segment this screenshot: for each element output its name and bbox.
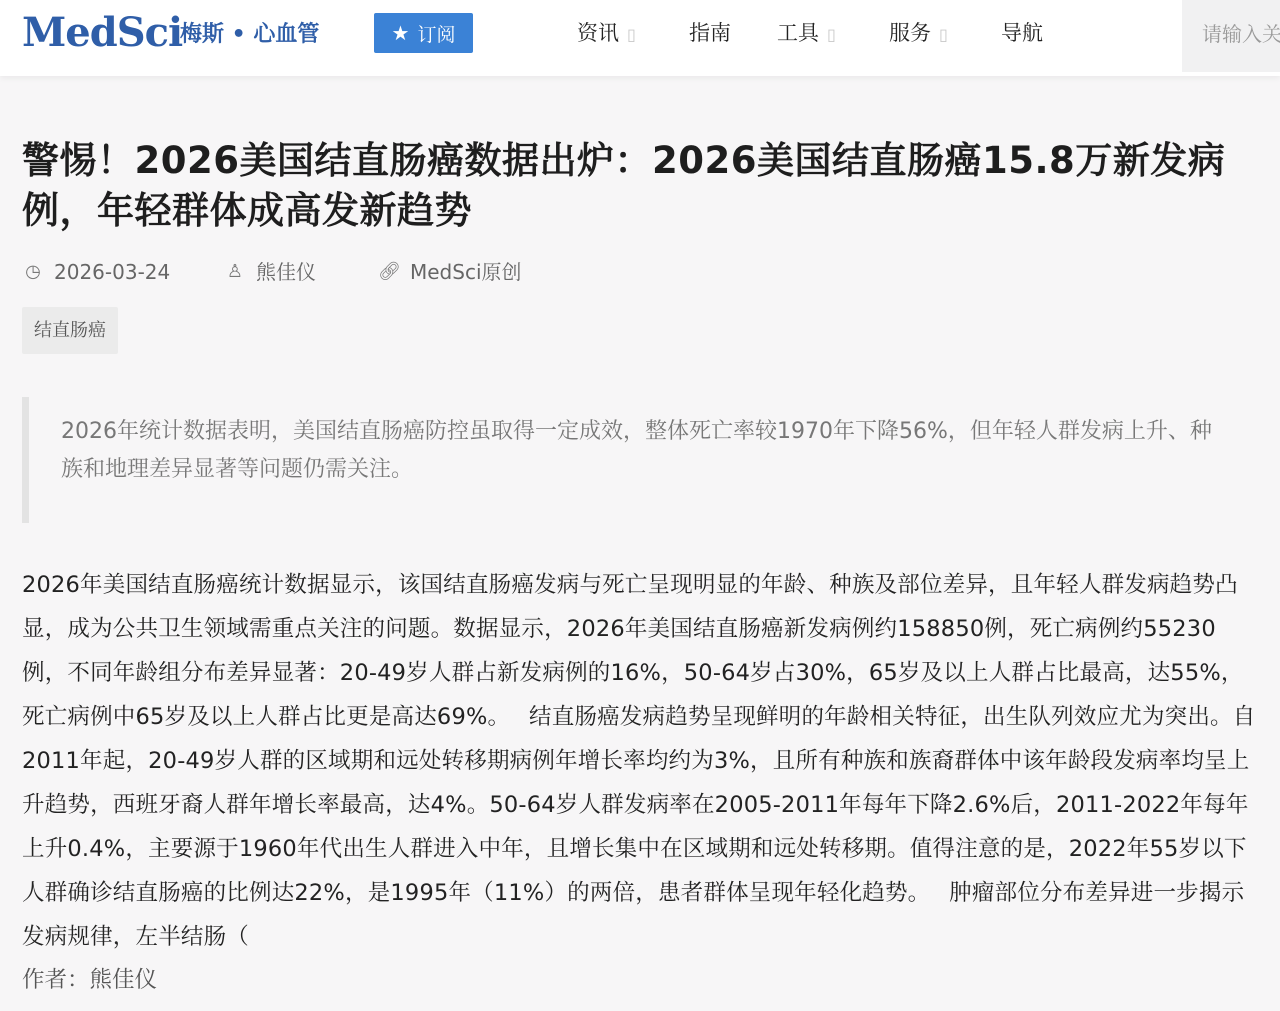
source-text: MedSci原创 bbox=[410, 260, 522, 284]
channel-name[interactable]: 梅斯 • 心血管 bbox=[180, 22, 320, 47]
author-line: 作者：熊佳仪 bbox=[22, 967, 158, 993]
publish-date bbox=[22, 257, 170, 287]
summary-text: 2026年统计数据表明，美国结直肠癌防控虽取得一定成效，整体死亡率较1970年下降56%，但年轻人群发病上升、种族和地理差异显著等问题仍需关注。 bbox=[61, 419, 1212, 482]
chevron-down-icon: ▯ bbox=[827, 25, 836, 44]
article-body: 2026年美国结直肠癌统计数据显示，该国结直肠癌发病与死亡呈现明显的年龄、种族及部位差异，且年轻人群发病趋势凸显，成为公共卫生领域需重点关注的问题。数据显示，2026年美国结直肠癌新发病例约158850例，死亡病例约55230例，不同年龄组分布差异显著：20-49岁人群占新发病例的16%，50-64岁占30%，65岁及以上人群占比最高，达55%，死亡病例中65岁及以上人群占比更是高达69%。 结直肠癌发病趋势呈现鲜明的年龄相关特征，出生队列效应尤为突出。自2011年起，20-49岁人群的区域期和远处转移期病例年增长率均约为3%，且所有种族和族裔群体中该年龄段发病率均呈上升趋势，西班牙裔人群年增长率最高，达4%。50-64岁人群发病率在2005-2011年每年下降2.6%后，2011-2022年每年上升0.4%，主要源于1960年代出生人群进入中年，且增长集中在区域期和远处转移期。值得注意的是，2022年55岁以下人群确诊结直肠癌的比例达22%，是1995年（11%）的两倍，患者群体呈现年轻化趋势。 肿瘤部位分布差异进一步揭示发病规律，左半结肠（ bbox=[22, 572, 1256, 950]
nav-item-label: 指南 bbox=[689, 21, 731, 45]
nav-item-services[interactable] bbox=[889, 18, 948, 50]
subscribe-button[interactable] bbox=[374, 13, 473, 53]
clock-icon: ◷ bbox=[25, 261, 41, 282]
article-title: 警惕！2026美国结直肠癌数据出炉：2026美国结直肠癌15.8万新发病例，年轻群体成高发新趋势 bbox=[22, 139, 1226, 232]
nav-item-label: 服务 bbox=[889, 21, 931, 45]
nav-item-news[interactable] bbox=[577, 18, 636, 50]
nav-item-label: 工具 bbox=[777, 21, 819, 45]
nav-item-label: 导航 bbox=[1001, 21, 1043, 45]
chevron-down-icon: ▯ bbox=[627, 25, 636, 44]
date-text: 2026-03-24 bbox=[54, 260, 171, 284]
medsci-logo[interactable]: MedSci bbox=[22, 9, 183, 56]
source-meta[interactable] bbox=[378, 257, 522, 287]
nav-item-label: 资讯 bbox=[577, 21, 619, 45]
nav-item-tools[interactable] bbox=[777, 18, 836, 50]
article-summary bbox=[22, 397, 1230, 523]
site-header bbox=[0, 0, 1280, 76]
subscribe-label: 订阅 bbox=[417, 23, 456, 46]
tag-colorectal-cancer[interactable]: 结直肠癌 bbox=[22, 307, 118, 354]
author-meta[interactable] bbox=[224, 257, 316, 287]
chevron-down-icon: ▯ bbox=[939, 25, 948, 44]
link-icon: 🔗︎ bbox=[378, 261, 401, 282]
user-icon: ♙ bbox=[226, 261, 244, 282]
search-box bbox=[1182, 0, 1280, 72]
author-name: 熊佳仪 bbox=[256, 260, 316, 284]
star-icon: ★ bbox=[391, 21, 410, 45]
search-input[interactable] bbox=[1182, 0, 1280, 68]
nav-item-navigation[interactable] bbox=[1001, 18, 1043, 48]
nav-item-guides[interactable] bbox=[689, 18, 731, 48]
